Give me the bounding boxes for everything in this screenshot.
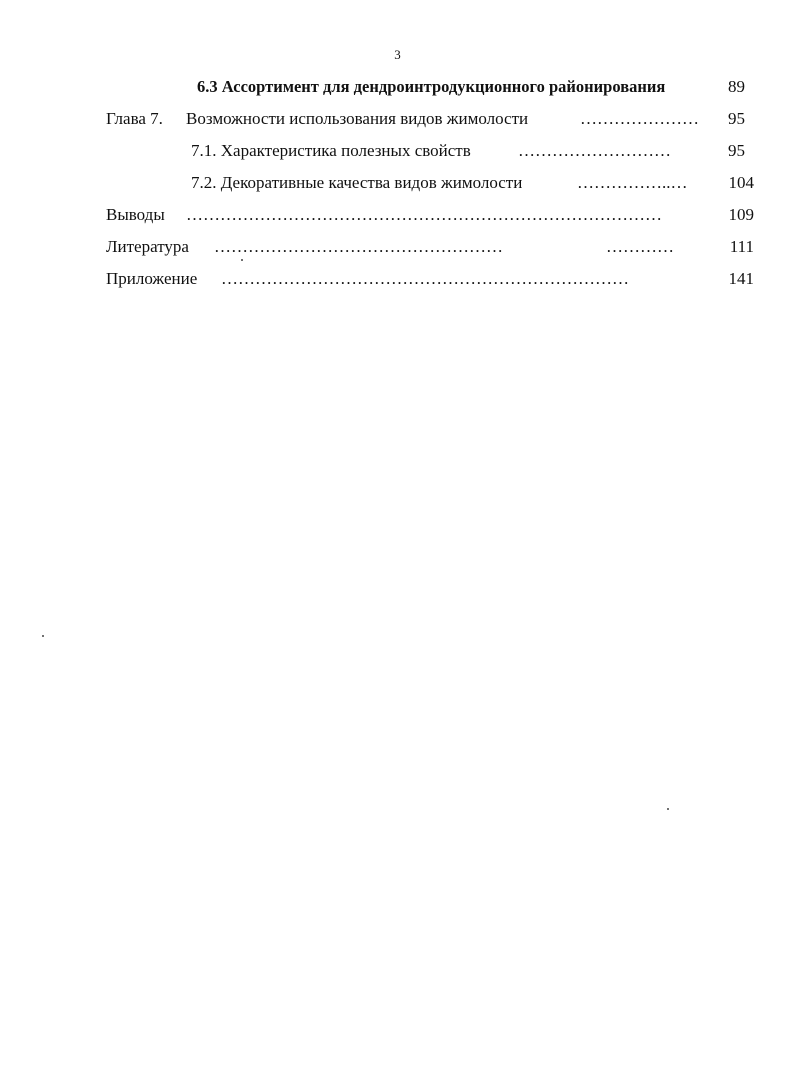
toc-entry-title: Выводы xyxy=(106,205,165,224)
toc-entry-dots: ……………………………………………………………… xyxy=(221,269,629,288)
toc-entry xyxy=(0,140,795,162)
toc-entry-dots: ……………..… xyxy=(577,173,688,192)
toc-entry-title: Приложение xyxy=(106,269,198,288)
toc-entry-title: 6.3 Ассортимент для дендроинтродукционного районирования xyxy=(197,77,666,96)
toc-entry-page: 141 xyxy=(728,269,754,288)
toc-entry xyxy=(0,268,795,290)
scan-speck xyxy=(241,259,243,261)
toc-entry xyxy=(0,172,795,194)
toc-entry xyxy=(0,76,795,98)
toc-entry xyxy=(0,204,795,226)
toc-entry xyxy=(0,108,795,130)
toc-entry xyxy=(0,236,795,258)
toc-entry-dots: ………………………………………………………………………… xyxy=(186,205,662,224)
toc-entry-title: 7.2. Декоративные качества видов жимолости xyxy=(191,173,523,192)
toc-entry-dots: ………………… xyxy=(580,109,699,128)
toc-entry-title: Литература xyxy=(106,237,189,256)
toc-entry-dots: ………… xyxy=(606,237,674,256)
toc-entry-page: 95 xyxy=(728,141,745,160)
toc-entry-page: 109 xyxy=(728,205,754,224)
toc-entry-title: Возможности использования видов жимолости xyxy=(186,109,529,128)
toc-entry-dots: …………………………………………… xyxy=(214,237,503,256)
page-number: 3 xyxy=(394,47,401,62)
scan-speck xyxy=(42,635,44,637)
toc-entry-title: 7.1. Характеристика полезных свойств xyxy=(191,141,471,160)
scan-speck xyxy=(667,808,669,810)
toc-entry-page: 95 xyxy=(728,109,745,128)
toc-entry-page: 104 xyxy=(728,173,754,192)
toc-entry-prefix: Глава 7. xyxy=(106,109,163,128)
toc-entry-page: 111 xyxy=(729,237,754,256)
toc-entry-page: 89 xyxy=(728,77,745,96)
toc-entry-dots: ……………………… xyxy=(518,141,671,160)
